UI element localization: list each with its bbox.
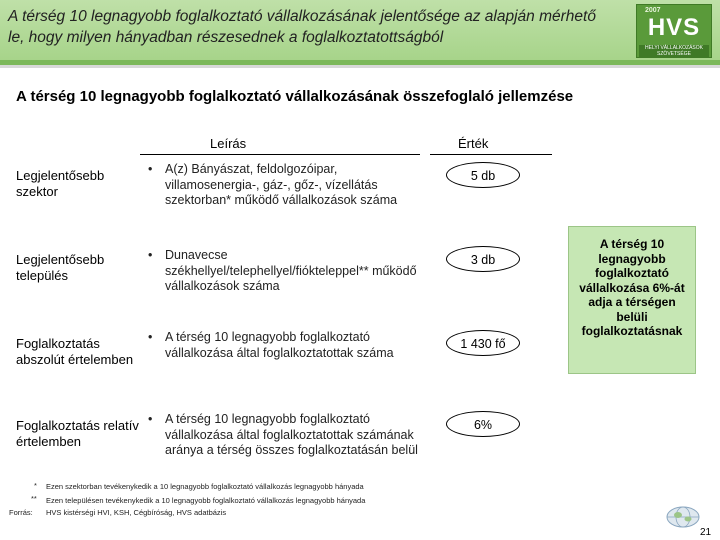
footnote-sector: Ezen szektorban tevékenykedik a 10 legnagyobb foglalkoztató vállalkozás legnagyobb hányada (46, 482, 364, 491)
column-header-value: Érték (458, 136, 489, 151)
source-label: Forrás: (9, 508, 33, 517)
row-value-absolute-employment: 1 430 fő (446, 330, 520, 356)
row-label-absolute-employment: Foglalkoztatás abszolút értelemben (16, 336, 134, 367)
column-header-description: Leírás (210, 136, 247, 151)
footnote-settlement: Ezen településen tevékenykedik a 10 legnagyobb foglalkoztató vállalkozás legnagyobb hányada (46, 496, 366, 505)
page-number: 21 (700, 527, 712, 538)
footnote-double-star-mark: ** (31, 494, 37, 503)
header-title: A térség 10 legnagyobb foglalkoztató vállalkozásának jelentősége az alapján mérhető le, hogy milyen hányadban részesednek a foglalkoztatottságból (8, 8, 596, 46)
row-value-relative-employment: 6% (446, 411, 520, 437)
row-label-settlement: Legjelentősebb település (16, 252, 105, 283)
row-value-settlement: 3 db (446, 246, 520, 272)
row-description-text: A térség 10 legnagyobb foglalkoztató vállalkozása által foglalkoztatottak számának aránya a térség összes foglalkoztatásán belül (165, 412, 418, 457)
row-description-text: A(z) Bányászat, feldolgozóipar, villamosenergia-, gáz-, gőz-, vízellátás szektorban* működő vállalkozások száma (165, 162, 398, 207)
logo-text: HVS (647, 14, 701, 41)
bullet-icon: • (148, 162, 153, 176)
row-description-sector (148, 162, 418, 209)
bullet-icon: • (148, 248, 153, 262)
row-description-settlement (148, 248, 418, 295)
column-underline-value (430, 154, 552, 155)
logo-year: 2007 (645, 7, 661, 14)
row-label-sector: Legjelentősebb szektor (16, 168, 105, 199)
row-description-absolute-employment (148, 330, 418, 361)
header-banner (0, 0, 720, 60)
footnote-star-mark: * (34, 481, 37, 490)
hvs-logo (636, 4, 712, 58)
row-description-text: A térség 10 legnagyobb foglalkoztató vállalkozása által foglalkoztatottak száma (165, 330, 394, 360)
column-underline-description (140, 154, 420, 155)
section-title: A térség 10 legnagyobb foglalkoztató vállalkozásának összefoglaló jellemzése (16, 88, 574, 105)
header-divider-shadow (0, 65, 720, 68)
summary-callout: A térség 10 legnagyobb foglalkoztató vállalkozása 6%-át adja a térségen belüli foglalkoztatásnak (568, 226, 696, 374)
bullet-icon: • (148, 412, 153, 426)
row-label-relative-employment: Foglalkoztatás relatív értelemben (16, 418, 139, 449)
row-value-sector: 5 db (446, 162, 520, 188)
logo-subtitle: HELYI VÁLLALKOZÁSOK SZÖVETSÉGE (639, 45, 709, 57)
source-text: HVS kistérségi HVI, KSH, Cégbíróság, HVS adatbázis (46, 508, 227, 517)
row-description-text: Dunavecse székhellyel/telephellyel/fiókteleppel** működő vállalkozások száma (165, 248, 417, 293)
bullet-icon: • (148, 330, 153, 344)
globe-logo-icon (664, 504, 702, 530)
row-description-relative-employment (148, 412, 418, 459)
